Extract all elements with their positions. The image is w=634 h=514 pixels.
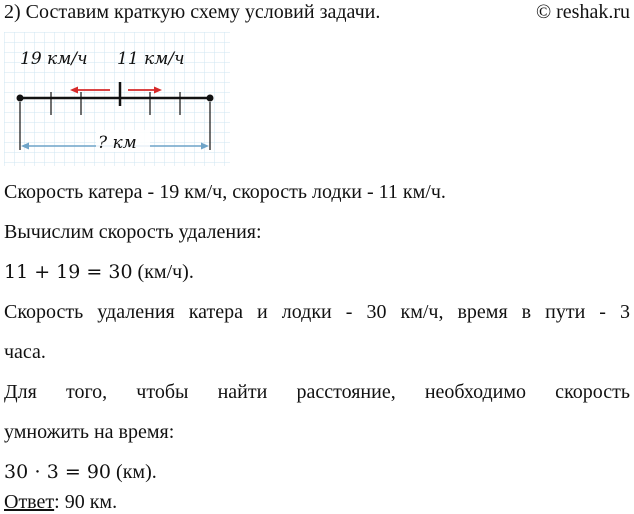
site-watermark: © reshak.ru	[535, 1, 630, 23]
formula-expression: 11 + 19 = 30	[4, 261, 133, 283]
formula-unit: (км/ч).	[132, 261, 194, 283]
formula-expression: 30 ⋅ 3 = 90	[4, 461, 112, 483]
speed-label-left: 19 км/ч	[20, 49, 88, 69]
step-heading: 2) Составим краткую схему условий задачи.	[4, 1, 381, 23]
segment-end-point	[207, 95, 214, 102]
separation-speed-sentence-end: часа.	[4, 341, 46, 363]
separation-speed-sentence: Скорость удаления катера и лодки - 30 км/ч, время в пути - 3	[4, 301, 630, 323]
distance-rule-sentence: Для того, чтобы найти расстояние, необходимо скорость	[4, 381, 630, 403]
speed-label-right: 11 км/ч	[117, 49, 185, 69]
formula-separation-speed	[4, 260, 194, 284]
formula-distance	[4, 460, 157, 484]
answer-value: : 90 км.	[54, 491, 118, 513]
compute-separation-speed: Вычислим скорость удаления:	[4, 221, 262, 243]
segment-start-point	[17, 95, 24, 102]
formula-unit: (км).	[111, 461, 157, 483]
answer-line	[4, 490, 117, 514]
distance-label: ? км	[98, 133, 137, 153]
speeds-sentence: Скорость катера - 19 км/ч, скорость лодки - 11 км/ч.	[4, 181, 446, 203]
scheme-diagram	[4, 32, 230, 166]
distance-rule-sentence-end: умножить на время:	[4, 421, 175, 443]
answer-label: Ответ	[4, 491, 55, 513]
